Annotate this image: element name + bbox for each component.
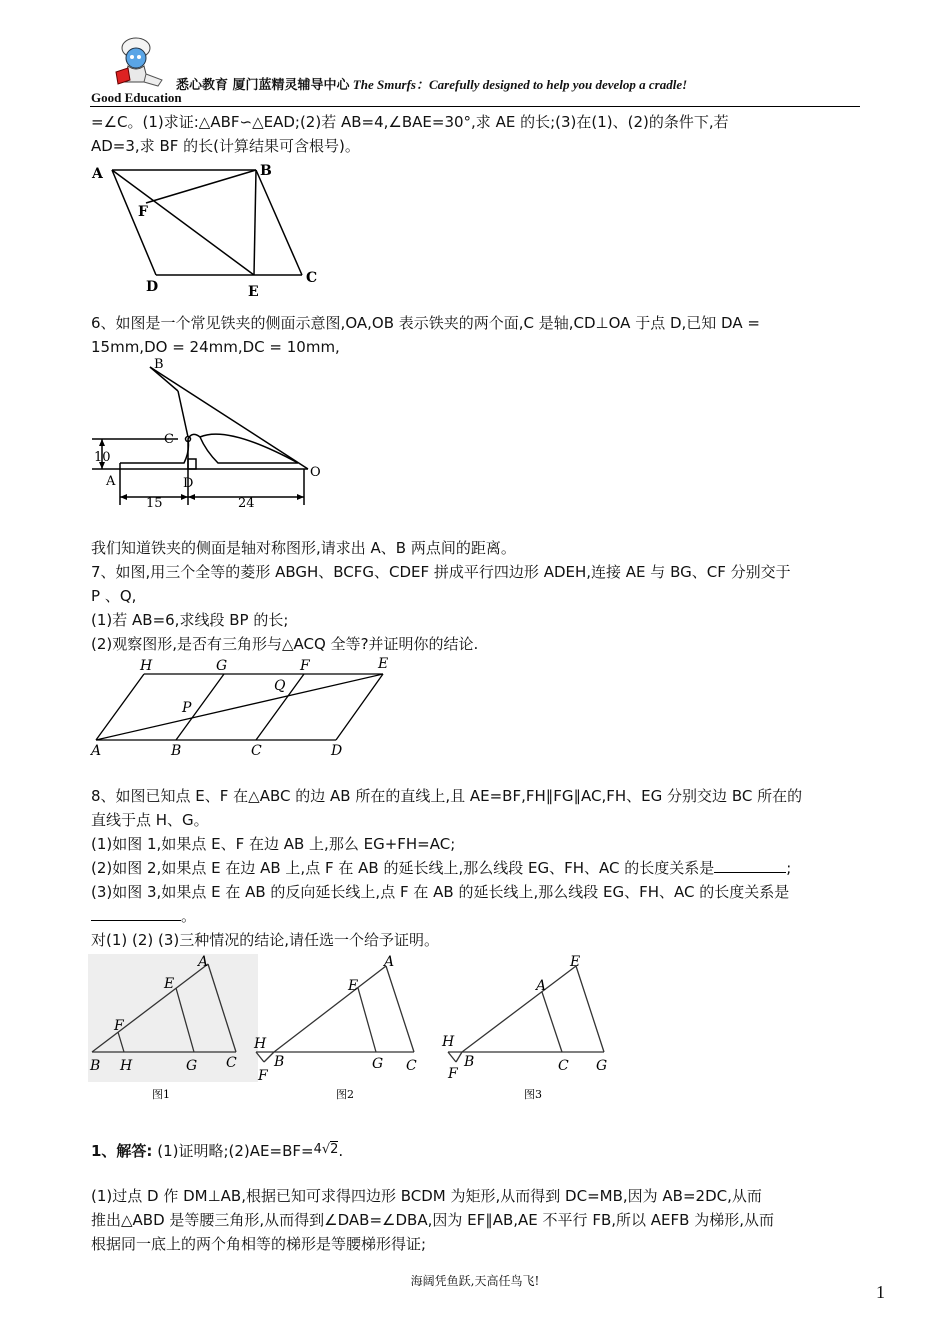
problem8-q2: [91, 856, 861, 880]
fig2-label-o: O: [310, 465, 321, 480]
radical-sign-icon: √: [321, 1142, 331, 1157]
answer-title: 1、解答:: [91, 1142, 153, 1160]
fig3-label-q: Q: [274, 678, 286, 694]
figure-parallelogram: [90, 160, 330, 304]
problem8-line1: 8、如图已知点 E、F 在△ABC 的边 AB 所在的直线上,且 AE=BF,FH∥FG∥AC,FH、EG 分别交边 BC 所在的: [91, 787, 803, 805]
fig3-label-p: P: [182, 700, 192, 716]
fig3-label-e: E: [378, 656, 389, 672]
problem8-q3-line2: [91, 904, 861, 928]
header-org: [176, 74, 687, 93]
problem8-tail: 对(1) (2) (3)三种情况的结论,请任选一个给予证明。: [91, 931, 440, 949]
problem8-q3: (3)如图 3,如果点 E 在 AB 的反向延长线上,点 F 在 AB 的延长线上,那么线段 EG、FH、AC 的长度关系是: [91, 883, 790, 901]
g1-label-f: F: [114, 1018, 124, 1034]
problem6-question: 我们知道铁夹的侧面是轴对称图形,请求出 A、B 两点间的距离。: [91, 539, 516, 557]
answer-proof-line1: (1)过点 D 作 DM⊥AB,根据已知可求得四边形 BCDM 为矩形,从而得到 DC=MB,因为 AB=2DC,从而: [91, 1187, 762, 1205]
g3-label-f: F: [448, 1066, 458, 1082]
fig4-caption-2: 图2: [336, 1088, 354, 1101]
problem6-line1: 6、如图是一个常见铁夹的侧面示意图,OA,OB 表示铁夹的两个面,C 是轴,CD⊥OA 于点 D,已知 DA =: [91, 314, 760, 332]
fig1-label-f: F: [138, 204, 148, 220]
fig2-label-b: B: [154, 357, 164, 372]
g3-label-a: A: [536, 978, 547, 994]
g2-label-h: H: [254, 1036, 267, 1052]
g3-label-c: C: [558, 1058, 569, 1074]
smurf-logo: [108, 32, 168, 88]
figure-triangles: [88, 950, 618, 1114]
fig1-label-e: E: [248, 284, 259, 300]
fig3-label-c: C: [251, 743, 262, 759]
header-rule: [90, 106, 860, 107]
fig2-label-10: 10: [94, 450, 111, 465]
answer-proof: [91, 1184, 861, 1256]
fig4-caption-3: 图3: [524, 1088, 542, 1101]
answer-proof-line3: 根据同一底上的两个角相等的梯形是等腰梯形得证;: [91, 1235, 427, 1253]
header-left-label: Good Education: [91, 90, 182, 105]
problem5-line1: =∠C。(1)求证:△ABF∽△EAD;(2)若 AB=4,∠BAE=30°,求 AE 的长;(3)在(1)、(2)的条件下,若: [91, 113, 729, 131]
problem8-q3-end: 。: [181, 907, 197, 925]
fig3-label-a: A: [91, 743, 102, 759]
page-number: 1: [876, 1282, 885, 1302]
problem7-line1: 7、如图,用三个全等的菱形 ABGH、BCFG、CDEF 拼成平行四边形 ADEH,连接 AE 与 BG、CF 分别交于: [91, 563, 791, 581]
problem8-q2-text: (2)如图 2,如果点 E 在边 AB 上,点 F 在 AB 的延长线上,那么线段 EG、FH、AC 的长度关系是: [91, 859, 715, 877]
problem8-q2-end: ;: [786, 859, 792, 877]
figure-rhombi: [88, 652, 398, 764]
answer-end: .: [338, 1142, 344, 1160]
problem7-text: [91, 560, 861, 656]
fig1-label-b: B: [260, 163, 272, 179]
problem5-text: [91, 110, 861, 158]
g2-label-f: F: [258, 1068, 268, 1084]
g1-label-a: A: [198, 954, 209, 970]
answer-blank-3[interactable]: [91, 920, 181, 921]
answer-heading: [91, 1138, 861, 1163]
fig3-label-g: G: [216, 658, 228, 674]
fig3-label-h: H: [140, 658, 153, 674]
fig3-label-b: B: [171, 743, 182, 759]
fig2-label-24: 24: [238, 496, 255, 511]
problem8-q1: (1)如图 1,如果点 E、F 在边 AB 上,那么 EG+FH=AC;: [91, 835, 456, 853]
problem8-text: [91, 784, 861, 952]
fig1-label-c: C: [306, 270, 318, 286]
g1-label-e: E: [164, 976, 175, 992]
fig1-label-d: D: [146, 279, 159, 295]
figure-iron-clip: [88, 355, 328, 519]
g2-label-c: C: [406, 1058, 417, 1074]
answer-radical-arg: 2: [330, 1142, 339, 1157]
header-org-en: The Smurfs：Carefully designed to help you develop a cradle!: [349, 77, 688, 92]
problem7-q2: (2)观察图形,是否有三角形与△ACQ 全等?并证明你的结论.: [91, 635, 479, 653]
g3-label-h: H: [442, 1034, 455, 1050]
problem8-line2: 直线于点 H、G。: [91, 811, 209, 829]
g3-label-e: E: [570, 954, 581, 970]
g2-label-a: A: [384, 954, 395, 970]
footer-motto: 海阔凭鱼跃,天高任鸟飞!: [410, 1274, 540, 1288]
fig2-label-15: 15: [146, 496, 163, 511]
problem7-line2: P 、Q,: [91, 587, 137, 605]
answer-blank-2[interactable]: [714, 872, 786, 873]
g1-label-h: H: [120, 1058, 133, 1074]
g3-label-g: G: [596, 1058, 608, 1074]
problem5-line2: AD=3,求 BF 的长(计算结果可含根号)。: [91, 137, 360, 155]
g3-label-b: B: [464, 1054, 475, 1070]
answer-radical-coef: 4: [313, 1142, 322, 1157]
g1-label-b: B: [90, 1058, 101, 1074]
fig3-label-f: F: [300, 658, 310, 674]
problem7-q1: (1)若 AB=6,求线段 BP 的长;: [91, 611, 289, 629]
g2-label-b: B: [274, 1054, 285, 1070]
fig2-label-a: A: [106, 474, 116, 489]
problem6-text: [91, 311, 861, 359]
problem6-line2: 15mm,DO = 24mm,DC = 10mm,: [91, 338, 340, 356]
answer-radical: [314, 1141, 339, 1157]
header-org-cn: 悉心教育 厦门蓝精灵辅导中心: [176, 78, 350, 93]
g2-label-g: G: [372, 1056, 384, 1072]
g1-label-c: C: [226, 1055, 237, 1071]
fig2-label-d: D: [183, 476, 194, 491]
fig2-label-c: C: [164, 432, 174, 447]
fig1-label-a: A: [92, 166, 103, 182]
fig4-caption-1: 图1: [152, 1088, 170, 1101]
g2-label-e: E: [348, 978, 359, 994]
answer-text: (1)证明略;(2)AE=BF=: [157, 1142, 314, 1160]
fig3-label-d: D: [331, 743, 343, 759]
answer-proof-line2: 推出△ABD 是等腰三角形,从而得到∠DAB=∠DBA,因为 EF∥AB,AE 不平行 FB,所以 AEFB 为梯形,从而: [91, 1211, 774, 1229]
g1-label-g: G: [186, 1058, 198, 1074]
